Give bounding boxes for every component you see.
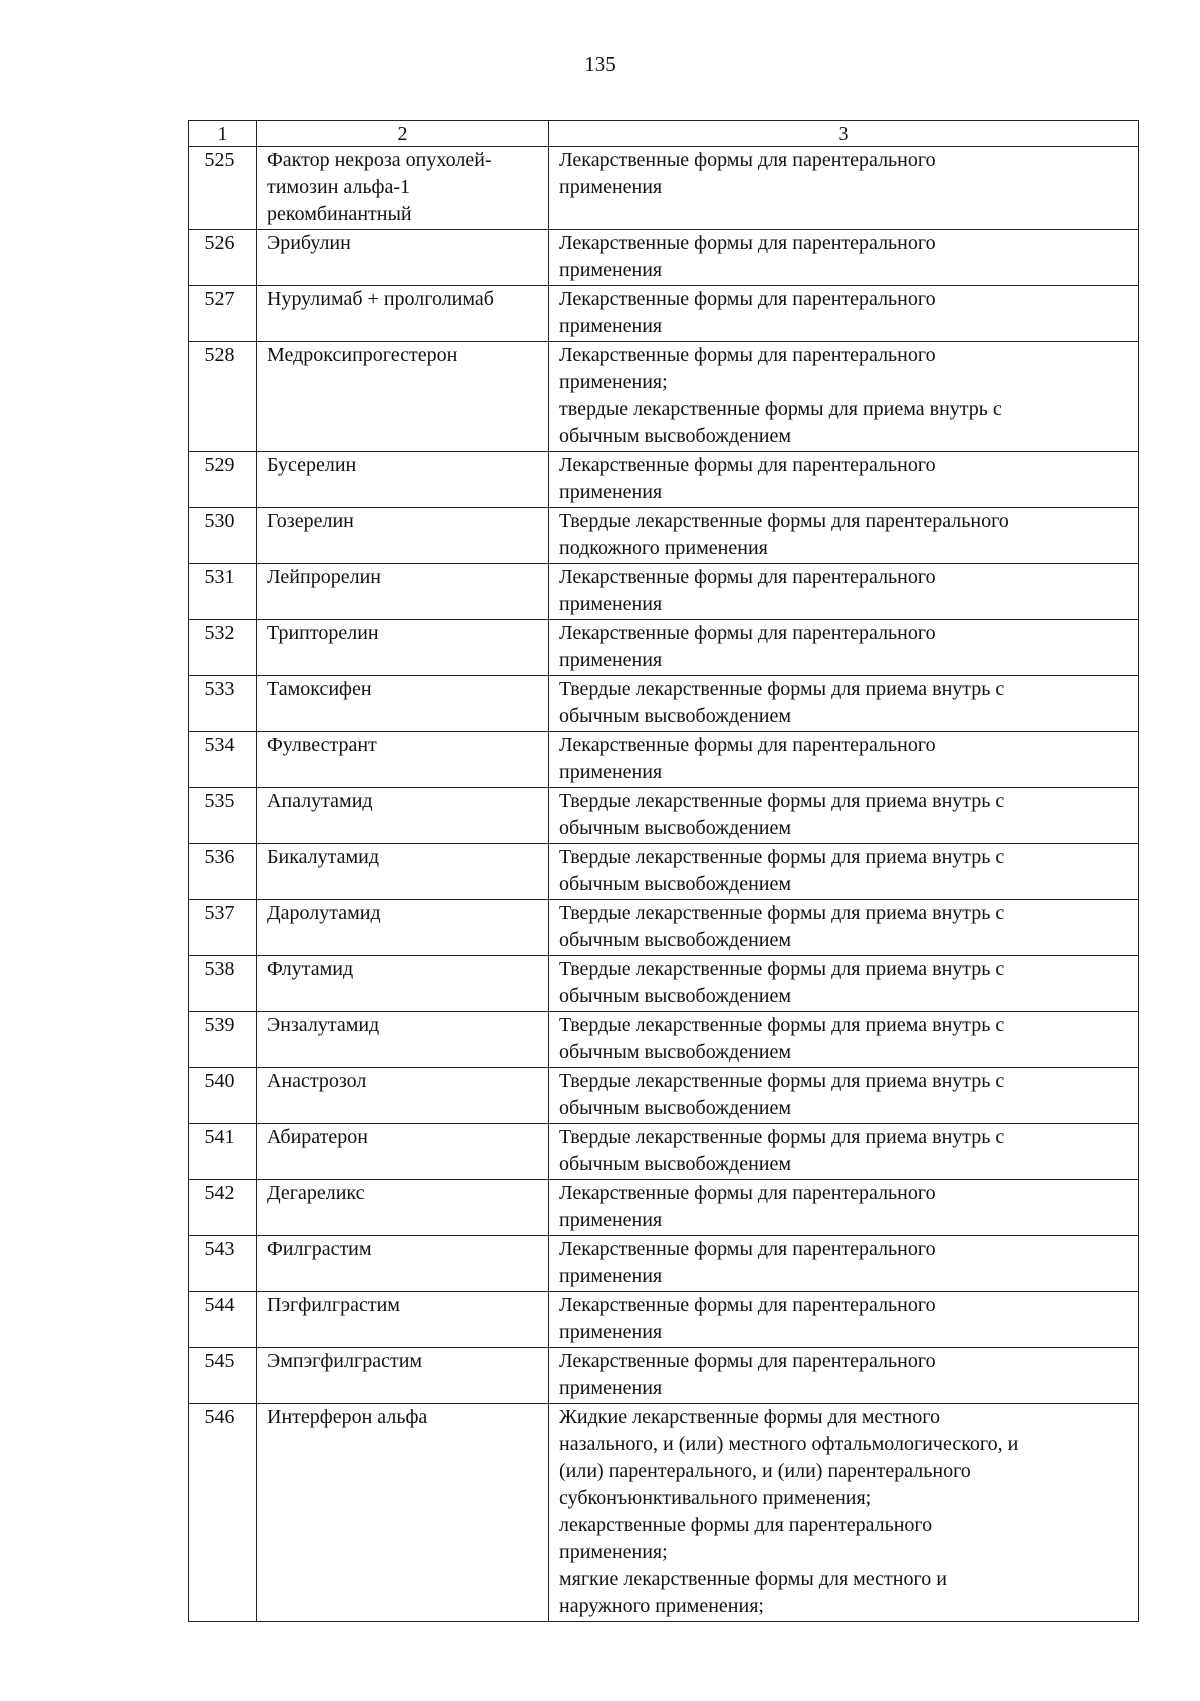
row-number: 525	[189, 147, 257, 230]
dosage-form-line: Лекарственные формы для парентерального	[559, 1350, 936, 1372]
drug-name-cell	[257, 1180, 549, 1236]
drug-name-line: Даролутамид	[267, 902, 381, 924]
drug-name-cell	[257, 900, 549, 956]
table-row	[189, 788, 1139, 844]
table-row	[189, 230, 1139, 286]
dosage-form-line: обычным высвобождением	[559, 705, 792, 727]
dosage-form-line: применения	[559, 1377, 663, 1399]
row-number: 542	[189, 1180, 257, 1236]
dosage-form-line: Твердые лекарственные формы для приема внутрь с	[559, 1014, 1005, 1036]
dosage-form-cell	[549, 1124, 1139, 1180]
row-number: 529	[189, 452, 257, 508]
dosage-form-line: Твердые лекарственные формы для приема внутрь с	[559, 1126, 1005, 1148]
dosage-form-line: твердые лекарственные формы для приема внутрь с	[559, 398, 1002, 420]
table-row	[189, 564, 1139, 620]
drug-name-cell	[257, 1124, 549, 1180]
row-number: 540	[189, 1068, 257, 1124]
dosage-form-cell	[549, 342, 1139, 452]
dosage-form-line: применения	[559, 1265, 663, 1287]
dosage-form-line: назального, и (или) местного офтальмологического, и	[559, 1433, 1019, 1455]
dosage-form-line: обычным высвобождением	[559, 1153, 792, 1175]
dosage-form-cell	[549, 1404, 1139, 1622]
column-header-2: 2	[257, 121, 549, 147]
drug-name-line: рекомбинантный	[267, 203, 412, 225]
drug-name-line: Апалутамид	[267, 790, 373, 812]
table-row	[189, 1236, 1139, 1292]
drug-name-cell	[257, 286, 549, 342]
drug-name-line: тимозин альфа-1	[267, 176, 411, 198]
dosage-form-cell	[549, 564, 1139, 620]
row-number: 528	[189, 342, 257, 452]
dosage-form-cell	[549, 956, 1139, 1012]
row-number: 544	[189, 1292, 257, 1348]
drug-name-line: Гозерелин	[267, 510, 354, 532]
row-number: 543	[189, 1236, 257, 1292]
dosage-form-line: Твердые лекарственные формы для приема внутрь с	[559, 846, 1005, 868]
dosage-form-line: Твердые лекарственные формы для приема внутрь с	[559, 790, 1005, 812]
row-number: 526	[189, 230, 257, 286]
drug-name-line: Тамоксифен	[267, 678, 372, 700]
dosage-form-cell	[549, 1068, 1139, 1124]
row-number: 539	[189, 1012, 257, 1068]
drug-name-cell	[257, 508, 549, 564]
table-header-row	[189, 121, 1139, 147]
dosage-form-cell	[549, 452, 1139, 508]
dosage-form-line: применения	[559, 761, 663, 783]
drug-name-line: Дегареликс	[267, 1182, 365, 1204]
table-row	[189, 286, 1139, 342]
dosage-form-line: Твердые лекарственные формы для приема внутрь с	[559, 958, 1005, 980]
drug-name-cell	[257, 1012, 549, 1068]
dosage-form-line: обычным высвобождением	[559, 1041, 792, 1063]
row-number: 537	[189, 900, 257, 956]
dosage-form-line: обычным высвобождением	[559, 929, 792, 951]
drug-name-cell	[257, 676, 549, 732]
dosage-form-line: наружного применения;	[559, 1595, 764, 1617]
table-row	[189, 1292, 1139, 1348]
dosage-form-cell	[549, 1012, 1139, 1068]
row-number: 536	[189, 844, 257, 900]
dosage-form-line: Твердые лекарственные формы для приема внутрь с	[559, 678, 1005, 700]
dosage-form-line: обычным высвобождением	[559, 817, 792, 839]
dosage-form-cell	[549, 508, 1139, 564]
row-number: 530	[189, 508, 257, 564]
dosage-form-line: Лекарственные формы для парентерального	[559, 288, 936, 310]
drug-name-line: Фулвестрант	[267, 734, 377, 756]
drug-name-cell	[257, 230, 549, 286]
dosage-form-cell	[549, 1236, 1139, 1292]
row-number: 538	[189, 956, 257, 1012]
dosage-form-line: Лекарственные формы для парентерального	[559, 1238, 936, 1260]
dosage-form-line: Лекарственные формы для парентерального	[559, 734, 936, 756]
dosage-form-line: применения	[559, 259, 663, 281]
dosage-form-cell	[549, 230, 1139, 286]
drug-name-cell	[257, 732, 549, 788]
table-row	[189, 732, 1139, 788]
drug-name-cell	[257, 452, 549, 508]
drug-name-line: Абиратерон	[267, 1126, 368, 1148]
table-row	[189, 342, 1139, 452]
dosage-form-line: Лекарственные формы для парентерального	[559, 454, 936, 476]
table-row	[189, 1348, 1139, 1404]
dosage-form-cell	[549, 1348, 1139, 1404]
row-number: 546	[189, 1404, 257, 1622]
drug-name-line: Бикалутамид	[267, 846, 380, 868]
dosage-form-line: лекарственные формы для парентерального	[559, 1514, 933, 1536]
dosage-form-line: Лекарственные формы для парентерального	[559, 1182, 936, 1204]
drug-name-cell	[257, 844, 549, 900]
table-row	[189, 1012, 1139, 1068]
dosage-form-line: Лекарственные формы для парентерального	[559, 232, 936, 254]
dosage-form-line: подкожного применения	[559, 537, 768, 559]
row-number: 531	[189, 564, 257, 620]
dosage-form-cell	[549, 1180, 1139, 1236]
drug-forms-table	[188, 120, 1139, 1622]
dosage-form-cell	[549, 732, 1139, 788]
table-row	[189, 1068, 1139, 1124]
dosage-form-line: субконъюнктивального применения;	[559, 1487, 872, 1509]
dosage-form-cell	[549, 1292, 1139, 1348]
dosage-form-line: применения	[559, 1209, 663, 1231]
drug-name-line: Медроксипрогестерон	[267, 344, 458, 366]
drug-name-line: Филграстим	[267, 1238, 372, 1260]
row-number: 527	[189, 286, 257, 342]
drug-name-line: Эрибулин	[267, 232, 351, 254]
dosage-form-line: Жидкие лекарственные формы для местного	[559, 1406, 940, 1428]
drug-name-cell	[257, 620, 549, 676]
dosage-form-cell	[549, 147, 1139, 230]
drug-name-line: Пэгфилграстим	[267, 1294, 400, 1316]
drug-name-line: Нурулимаб + пролголимаб	[267, 288, 494, 310]
dosage-form-line: Твердые лекарственные формы для приема внутрь с	[559, 902, 1005, 924]
table-row	[189, 1180, 1139, 1236]
dosage-form-cell	[549, 788, 1139, 844]
page-number: 135	[584, 52, 616, 76]
dosage-form-line: применения	[559, 315, 663, 337]
drug-name-line: Эмпэгфилграстим	[267, 1350, 423, 1372]
dosage-form-line: применения	[559, 481, 663, 503]
drug-name-line: Интерферон альфа	[267, 1406, 428, 1428]
dosage-form-line: обычным высвобождением	[559, 425, 792, 447]
drug-name-cell	[257, 956, 549, 1012]
table-row	[189, 900, 1139, 956]
drug-name-line: Флутамид	[267, 958, 354, 980]
dosage-form-line: (или) парентерального, и (или) парентерального	[559, 1460, 971, 1482]
drug-name-line: Энзалутамид	[267, 1014, 380, 1036]
table-row	[189, 844, 1139, 900]
table-row	[189, 1404, 1139, 1622]
dosage-form-line: Лекарственные формы для парентерального	[559, 1294, 936, 1316]
table-row	[189, 452, 1139, 508]
drug-name-cell	[257, 1348, 549, 1404]
table-body	[189, 147, 1139, 1622]
dosage-form-cell	[549, 620, 1139, 676]
drug-name-cell	[257, 342, 549, 452]
drug-name-cell	[257, 1404, 549, 1622]
drug-name-cell	[257, 1236, 549, 1292]
dosage-form-line: мягкие лекарственные формы для местного и	[559, 1568, 947, 1590]
dosage-form-line: применения	[559, 176, 663, 198]
dosage-form-line: обычным высвобождением	[559, 1097, 792, 1119]
drug-name-line: Анастрозол	[267, 1070, 367, 1092]
column-header-3: 3	[549, 121, 1139, 147]
dosage-form-line: применения	[559, 649, 663, 671]
drug-name-cell	[257, 147, 549, 230]
dosage-form-line: применения	[559, 593, 663, 615]
dosage-form-line: применения;	[559, 371, 668, 393]
dosage-form-line: Лекарственные формы для парентерального	[559, 344, 936, 366]
dosage-form-line: Лекарственные формы для парентерального	[559, 622, 936, 644]
drug-name-line: Трипторелин	[267, 622, 379, 644]
dosage-form-line: обычным высвобождением	[559, 873, 792, 895]
drug-name-cell	[257, 788, 549, 844]
drug-name-cell	[257, 1292, 549, 1348]
table-row	[189, 1124, 1139, 1180]
table-row	[189, 956, 1139, 1012]
column-header-1: 1	[189, 121, 257, 147]
table-row	[189, 508, 1139, 564]
dosage-form-line: применения	[559, 1321, 663, 1343]
dosage-form-cell	[549, 676, 1139, 732]
drug-name-line: Бусерелин	[267, 454, 357, 476]
dosage-form-line: Твердые лекарственные формы для парентерального	[559, 510, 1009, 532]
table-row	[189, 676, 1139, 732]
drug-name-line: Фактор некроза опухолей-	[267, 149, 492, 171]
drug-name-cell	[257, 564, 549, 620]
dosage-form-cell	[549, 286, 1139, 342]
row-number: 535	[189, 788, 257, 844]
table-row	[189, 620, 1139, 676]
dosage-form-line: обычным высвобождением	[559, 985, 792, 1007]
drug-name-line: Лейпрорелин	[267, 566, 381, 588]
dosage-form-line: Лекарственные формы для парентерального	[559, 149, 936, 171]
dosage-form-line: Твердые лекарственные формы для приема внутрь с	[559, 1070, 1005, 1092]
dosage-form-line: Лекарственные формы для парентерального	[559, 566, 936, 588]
dosage-form-cell	[549, 844, 1139, 900]
dosage-form-line: применения;	[559, 1541, 668, 1563]
row-number: 534	[189, 732, 257, 788]
dosage-form-cell	[549, 900, 1139, 956]
row-number: 541	[189, 1124, 257, 1180]
drug-name-cell	[257, 1068, 549, 1124]
row-number: 533	[189, 676, 257, 732]
row-number: 545	[189, 1348, 257, 1404]
row-number: 532	[189, 620, 257, 676]
table-row	[189, 147, 1139, 230]
